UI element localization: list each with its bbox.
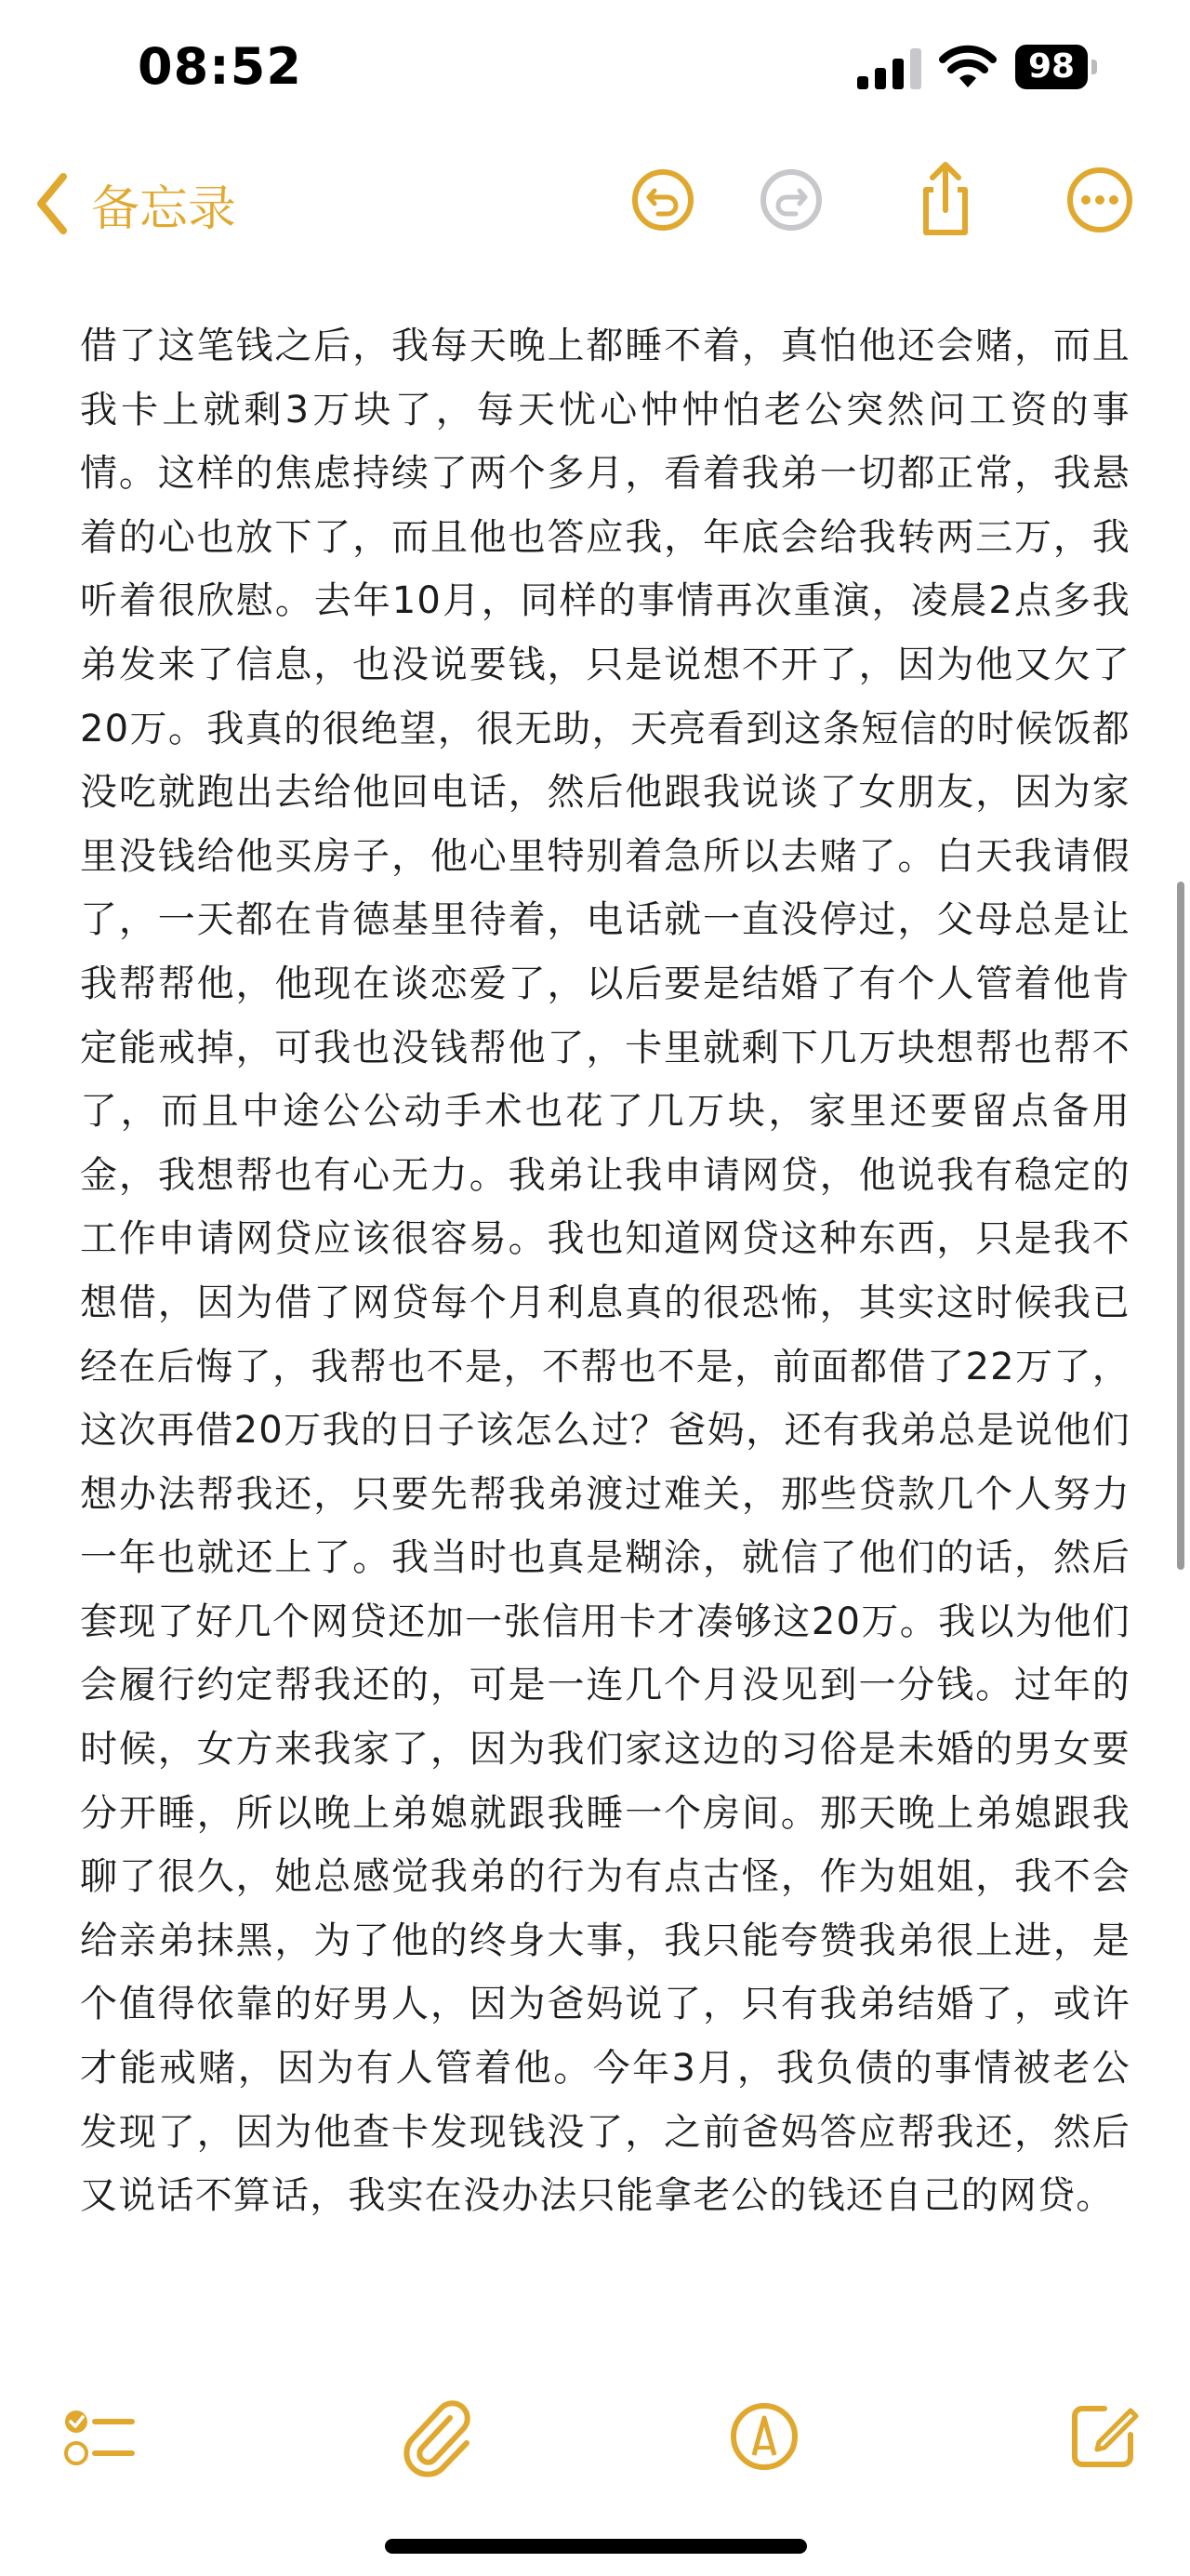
scrollbar[interactable] (1177, 882, 1184, 1570)
note-body[interactable]: 借了这笔钱之后，我每天晚上都睡不着，真怕他还会赌，而且我卡上就剩3万块了，每天忧心忡忡怕老公突然问工资的事情。这样的焦虑持续了两个多月，看着我弟一切都正常，我悬着的心也放下了，而且他也答应我，年底会给我转两三万，我听着很欣慰。去年10月，同样的事情再次重演，凌晨2点多我弟发来了信息，也没说要钱，只是说想不开了，因为他又欠了20万。我真的很绝望，很无助，天亮看到这条短信的时候饭都没吃就跑出去给他回电话，然后他跟我说谈了女朋友，因为家里没钱给他买房子，他心里特别着急所以去赌了。白天我请假了，一天都在肯德基里待着，电话就一直没停过，父母总是让我帮帮他，他现在谈恋爱了，以后要是结婚了有个人管着他肯定能戒掉，可我也没钱帮他了，卡里就剩下几万块想帮也帮不了，而且中途公公动手术也花了几万块，家里还要留点备用金，我想帮也有心无力。我弟让我申请网贷，他说我有稳定的工作申请网贷应该很容易。我也知道网贷这种东西，只是我不想借，因为借了网贷每个月利息真的很恐怖，其实这时候我已经在后悔了，我帮也不是，不帮也不是，前面都借了22万了，这次再借20万我的日子该怎么过？爸妈，还有我弟总是说他们想办法帮我还，只要先帮我弟渡过难关，那些贷款几个人努力一年也就还上了。我当时也真是糊涂，就信了他们的话，然后套现了好几个网贷还加一张信用卡才凑够这20万。我以为他们会履行约定帮我还的，可是一连几个月没见到一分钱。过年的时候，女方来我家了，因为我们家这边的习俗是未婚的男女要分开睡，所以晚上弟媳就跟我睡一个房间。那天晚上弟媳跟我聊了很久，她总感觉我弟的行为有点古怪，作为姐姐，我不会给亲弟抹黑，为了他的终身大事，我只能夸赞我弟很上进，是个值得依靠的好男人，因为爸妈说了，只有我弟结婚了，或许才能戒赌，因为有人管着他。今年3月，我负债的事情被老公发现了，因为他查卡发现钱没了，之前爸妈答应帮我还，然后又说话不算话，我实在没办法只能拿老公的钱还自己的网贷。 (80, 325, 1130, 2218)
back-label: 备忘录 (91, 180, 237, 237)
status-time: 08:52 (138, 37, 302, 96)
redo-icon (749, 158, 833, 242)
undo-button[interactable] (621, 158, 705, 242)
battery-tip (1091, 60, 1097, 74)
note-content[interactable] (80, 314, 1130, 2228)
wifi-icon (939, 45, 997, 89)
checklist-icon (52, 2390, 145, 2483)
home-indicator[interactable] (385, 2539, 807, 2554)
redo-button[interactable] (749, 158, 833, 242)
compose-icon (1056, 2390, 1149, 2483)
chevron-left-icon (33, 171, 71, 236)
bottom-toolbar (0, 2381, 1190, 2483)
battery-icon (1015, 45, 1099, 89)
battery-level: 98 (1015, 45, 1088, 89)
compose-button[interactable] (1056, 2390, 1149, 2483)
undo-icon (621, 158, 705, 242)
ellipsis-circle-icon (1058, 158, 1142, 242)
pen-tip-circle-icon (718, 2390, 811, 2483)
navigation-bar (0, 149, 1190, 260)
attachment-button[interactable] (390, 2390, 483, 2483)
share-button[interactable] (904, 158, 987, 242)
more-options-button[interactable] (1058, 158, 1142, 242)
back-button[interactable] (33, 162, 236, 246)
markup-button[interactable] (718, 2390, 811, 2483)
status-bar (0, 0, 1190, 139)
cellular-signal-icon (857, 48, 924, 89)
checklist-button[interactable] (52, 2390, 145, 2483)
paperclip-icon (390, 2390, 483, 2483)
share-icon (904, 158, 987, 242)
